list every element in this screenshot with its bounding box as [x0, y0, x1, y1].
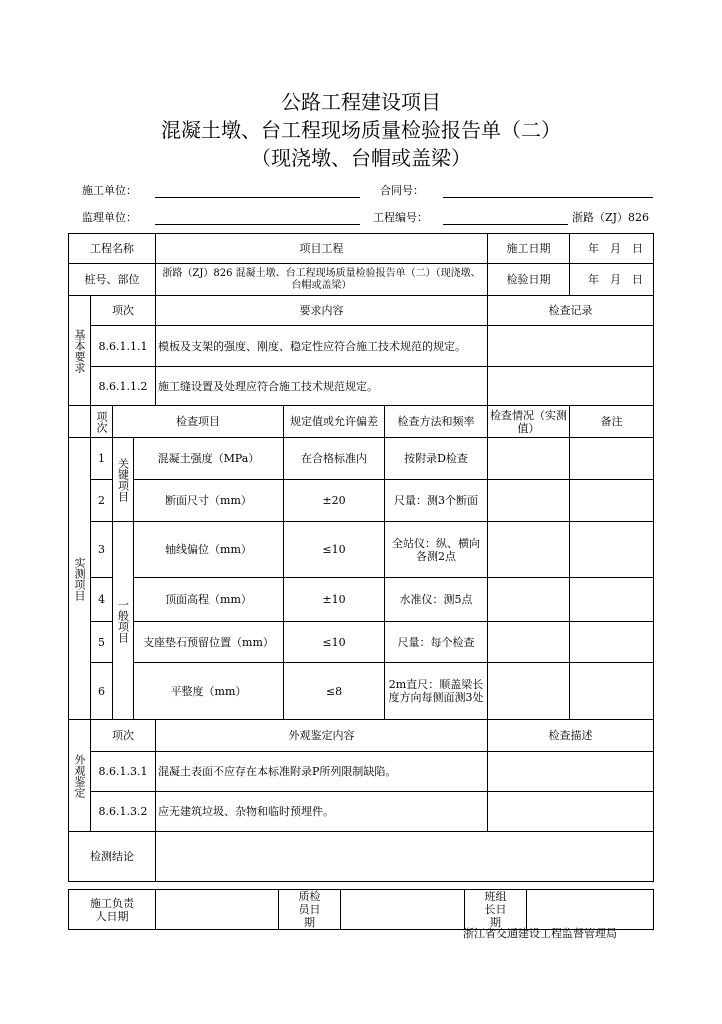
measured-method-header: 检查方法和频率 — [385, 406, 488, 438]
measured-result-5[interactable] — [488, 622, 570, 663]
appearance-desc-2[interactable] — [488, 792, 654, 832]
measured-note-6[interactable] — [570, 663, 654, 720]
basic-record-1[interactable] — [488, 326, 654, 367]
appearance-code-2: 8.6.1.3.2 — [91, 792, 156, 832]
appearance-code-1: 8.6.1.3.1 — [91, 752, 156, 792]
appearance-label: 外观鉴定 — [73, 753, 86, 798]
measured-result-header: 检查情况（实测值） — [488, 406, 570, 438]
construction-lead-label: 施工负责人日期 — [69, 890, 156, 930]
construction-unit-label: 施工单位： — [82, 184, 137, 197]
measured-spec-1: 在合格标准内 — [284, 438, 385, 480]
measured-method-6: 2m直尺：顺盖梁长度方向每侧面测3处 — [385, 663, 488, 720]
measured-item-3: 轴线偏位（mm） — [134, 522, 284, 578]
measured-item-header-label: 项次 — [95, 410, 108, 433]
inspection-date-value[interactable]: 年 月 日 — [570, 264, 654, 296]
measured-no-1: 1 — [91, 438, 113, 480]
form-code: 浙路（ZJ）826 — [572, 211, 650, 224]
contract-no-field[interactable] — [443, 197, 653, 198]
basic-requirements-section — [69, 296, 91, 406]
measured-note-4[interactable] — [570, 578, 654, 622]
table-row — [69, 480, 654, 522]
measured-no-5: 5 — [91, 622, 113, 663]
key-items-label: 关键项目 — [116, 457, 130, 502]
table-row — [69, 792, 654, 832]
conclusion-value[interactable] — [156, 832, 654, 882]
supervision-unit-field[interactable] — [155, 224, 360, 225]
measured-method-2: 尺量：测3个断面 — [385, 480, 488, 522]
quality-inspector-field[interactable] — [341, 890, 465, 930]
team-leader-label: 班组长日期 — [465, 890, 527, 930]
measured-no-3: 3 — [91, 522, 113, 578]
table-row — [69, 438, 654, 480]
table-row — [69, 578, 654, 622]
measured-result-4[interactable] — [488, 578, 570, 622]
measured-items-section — [69, 438, 91, 720]
inspection-date-label: 检验日期 — [488, 264, 570, 296]
measured-note-3[interactable] — [570, 522, 654, 578]
title-line3: （现浇墩、台帽或盖梁） — [251, 146, 471, 170]
measured-item-4: 顶面高程（mm） — [134, 578, 284, 622]
basic-record-2[interactable] — [488, 367, 654, 406]
measured-spec-6: ≤8 — [284, 663, 385, 720]
appearance-content-header: 外观鉴定内容 — [156, 720, 488, 752]
project-name-label: 工程名称 — [69, 234, 156, 264]
contract-no-label: 合同号： — [380, 184, 424, 197]
table-row — [69, 522, 654, 578]
measured-no-2: 2 — [91, 480, 113, 522]
basic-requirements-label: 基本要求 — [73, 328, 86, 373]
appearance-desc-header: 检查描述 — [488, 720, 654, 752]
measured-result-3[interactable] — [488, 522, 570, 578]
inspection-report-table — [68, 233, 654, 882]
project-name-value[interactable]: 项目工程 — [156, 234, 488, 264]
construction-date-label: 施工日期 — [488, 234, 570, 264]
measured-method-3: 全站仪：纵、横向各测2点 — [385, 522, 488, 578]
measured-items-label: 实测项目 — [73, 556, 86, 601]
table-row — [69, 752, 654, 792]
measured-spec-5: ≤10 — [284, 622, 385, 663]
construction-date-value[interactable]: 年 月 日 — [570, 234, 654, 264]
appearance-desc-1[interactable] — [488, 752, 654, 792]
table-row — [69, 326, 654, 367]
measured-check-header: 检查项目 — [113, 406, 284, 438]
appearance-section — [69, 720, 91, 832]
measured-spec-2: ±20 — [284, 480, 385, 522]
construction-unit-field[interactable] — [155, 197, 360, 198]
signature-table — [68, 889, 654, 930]
supervision-unit-label: 监理单位： — [82, 211, 137, 224]
measured-method-4: 水准仪：测5点 — [385, 578, 488, 622]
measured-spec-4: ±10 — [284, 578, 385, 622]
key-items-group — [113, 438, 134, 522]
issuing-authority: 浙江省交通建设工程监督管理局 — [463, 927, 617, 940]
construction-lead-field[interactable] — [156, 890, 279, 930]
measured-method-1: 按附录D检查 — [385, 438, 488, 480]
basic-content-header: 要求内容 — [156, 296, 488, 326]
appearance-text-2: 应无建筑垃圾、杂物和临时预埋件。 — [156, 792, 488, 832]
measured-note-1[interactable] — [570, 438, 654, 480]
measured-item-2: 断面尺寸（mm） — [134, 480, 284, 522]
basic-item-header: 项次 — [91, 296, 156, 326]
measured-note-2[interactable] — [570, 480, 654, 522]
general-items-label: 一般项目 — [116, 598, 130, 643]
pile-part-value[interactable]: 浙路（ZJ）826 混凝土墩、台工程现场质量检验报告单（二）（现浇墩、台帽或盖梁） — [156, 264, 488, 296]
appearance-item-header: 项次 — [91, 720, 156, 752]
table-row — [69, 663, 654, 720]
title-line2: 混凝土墩、台工程现场质量检验报告单（二） — [161, 118, 561, 142]
measured-result-6[interactable] — [488, 663, 570, 720]
title-line1: 公路工程建设项目 — [281, 90, 441, 114]
project-no-field[interactable] — [443, 224, 568, 225]
team-leader-field[interactable] — [527, 890, 654, 930]
measured-method-5: 尺量：每个检查 — [385, 622, 488, 663]
measured-note-header: 备注 — [570, 406, 654, 438]
pile-part-label: 桩号、部位 — [69, 264, 156, 296]
basic-record-header: 检查记录 — [488, 296, 654, 326]
basic-code-1: 8.6.1.1.1 — [91, 326, 156, 367]
table-row — [69, 622, 654, 663]
measured-spec-header: 规定值或允许偏差 — [284, 406, 385, 438]
measured-result-2[interactable] — [488, 480, 570, 522]
measured-result-1[interactable] — [488, 438, 570, 480]
basic-text-2: 施工缝设置及处理应符合施工技术规范规定。 — [156, 367, 488, 406]
measured-no-6: 6 — [91, 663, 113, 720]
basic-code-2: 8.6.1.1.2 — [91, 367, 156, 406]
basic-text-1: 模板及支架的强度、刚度、稳定性应符合施工技术规范的规定。 — [156, 326, 488, 367]
measured-item-5: 支座垫石预留位置（mm） — [134, 622, 284, 663]
measured-item-1: 混凝土强度（MPa） — [134, 438, 284, 480]
measured-no-4: 4 — [91, 578, 113, 622]
appearance-text-1: 混凝土表面不应存在本标准附录P所列限制缺陷。 — [156, 752, 488, 792]
measured-item-header — [91, 406, 113, 438]
project-no-label: 工程编号： — [373, 211, 428, 224]
general-items-group — [113, 522, 134, 720]
conclusion-label: 检测结论 — [69, 832, 156, 882]
measured-blank-header — [69, 406, 91, 438]
measured-spec-3: ≤10 — [284, 522, 385, 578]
measured-item-6: 平整度（mm） — [134, 663, 284, 720]
measured-note-5[interactable] — [570, 622, 654, 663]
table-row — [69, 367, 654, 406]
quality-inspector-label: 质检员日期 — [279, 890, 341, 930]
